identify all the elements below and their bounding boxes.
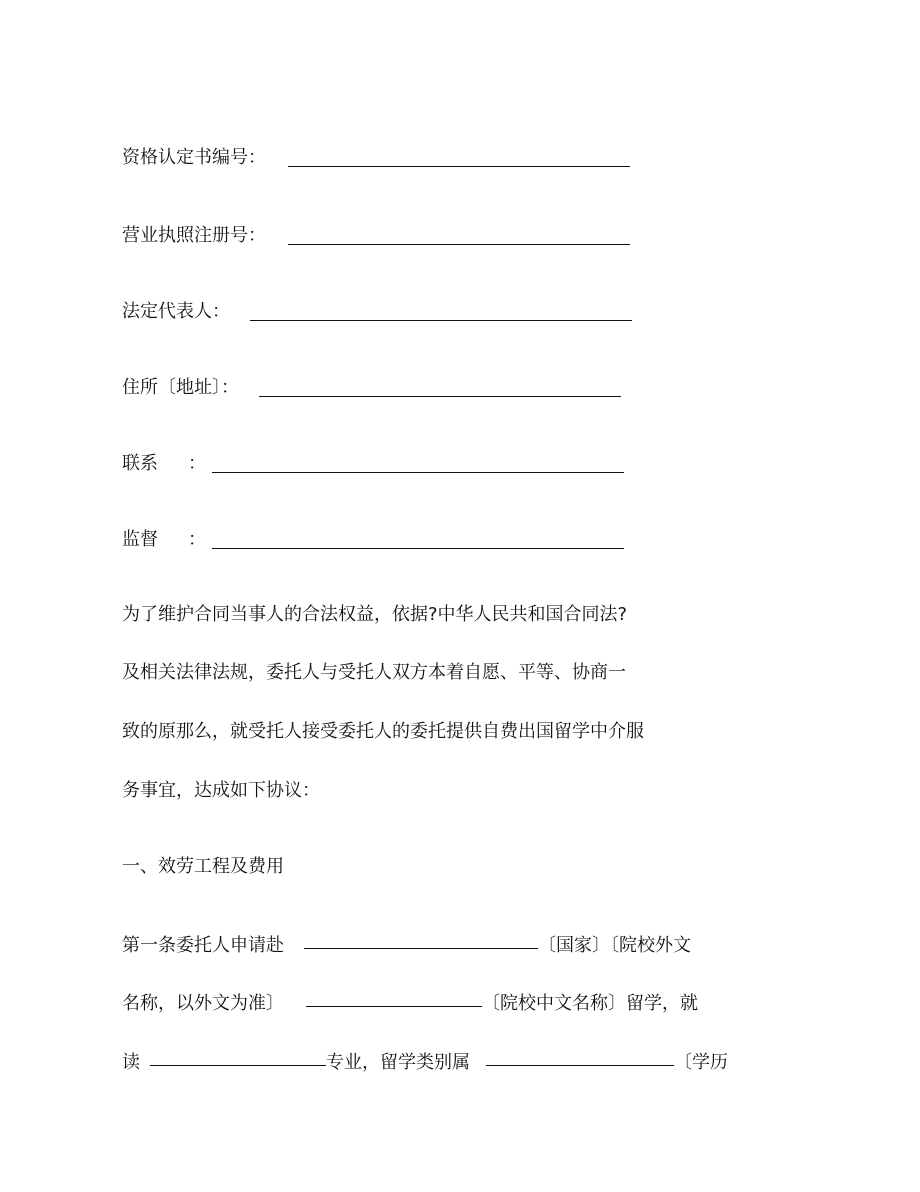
fill-blank[interactable] [259,396,621,397]
fill-blank[interactable] [288,244,630,245]
fill-blank[interactable] [150,1047,326,1066]
fill-blank[interactable] [304,930,538,949]
field-label: 联系 [122,453,158,474]
fill-blank[interactable] [486,1047,674,1066]
clause-text: 第一条委托人申请赴 [122,935,284,956]
fill-blank[interactable] [250,320,632,321]
clause-text: 读 [122,1052,140,1073]
field-label: 营业执照注册号： [122,225,266,246]
field-label: 住所〔地址〕： [122,377,239,398]
field-address [122,376,621,400]
field-colon: ： [188,529,206,550]
clause-text: 专业，留学类别属 [326,1052,470,1073]
clause-line [122,990,698,1016]
field-label: 法定代表人： [122,301,230,322]
clause-text: 名称，以外文为准〕 [122,993,284,1014]
fill-blank[interactable] [306,988,482,1007]
field-label: 监督 [122,529,158,550]
section-heading: 一、效劳工程及费用 [122,856,284,877]
field-contact [122,452,624,476]
fill-blank[interactable] [212,548,624,549]
field-business-license-no [122,224,630,248]
paragraph-line: 务事宜，达成如下协议： [122,780,320,801]
field-colon: ： [188,453,206,474]
field-supervision [122,528,624,552]
paragraph-line: 致的原那么，就受托人接受委托人的委托提供自费出国留学中介服 [122,721,644,742]
field-legal-representative [122,300,632,324]
clause-text: 〔国家〕〔院校外文 [538,935,691,956]
clause-text: 〔院校中文名称〕留学，就 [482,993,698,1014]
clause-text: 〔学历 [674,1052,728,1073]
field-qualification-cert-no [122,146,630,170]
paragraph-line: 为了维护合同当事人的合法权益，依据?中华人民共和国合同法? [122,604,628,625]
clause-line [122,932,691,958]
fill-blank[interactable] [288,166,630,167]
field-label: 资格认定书编号： [122,147,266,168]
clause-line [122,1049,728,1075]
paragraph-line: 及相关法律法规，委托人与受托人双方本着自愿、平等、协商一 [122,662,626,683]
fill-blank[interactable] [212,472,624,473]
